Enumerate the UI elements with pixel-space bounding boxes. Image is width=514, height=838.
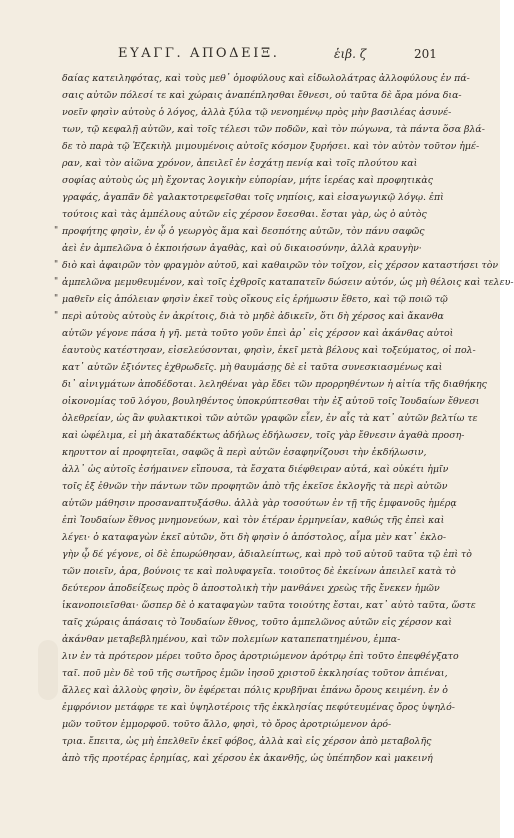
text-line [62,393,480,410]
line-text: τῶν ποιεῖν, ἀρα, βούνοις τε καὶ πολυφαγεῖα. τοιοῦτος δὲ ἐκείνων ἀπειλεῖ κατὰ τὸ [62,566,456,577]
text-line [62,716,434,733]
text-line [62,665,448,682]
line-text: μαθεῖν εἰς ἀπόλειαν φησὶν ἐκεῖ τοὺς οἴκους εἰς ἐρήμωσιν ἔθετο, καὶ τῷ ποιῶ τῷ [62,294,448,305]
text-line [62,563,456,580]
text-line [62,682,448,699]
text-line [62,750,434,767]
body-text [54,70,514,764]
text-line [62,495,457,512]
line-text: σαις αὐτῶν πόλεσί τε καὶ χώραις ἀναπέπλησθαι ἔθνεσι, οὐ ταῦτα δὲ ἄρα μόνα δια- [62,90,462,101]
quotation-mark: " [54,226,59,236]
text-line [62,376,487,393]
line-text: μῶν τοῦτον ἐμμορφοῦ. τοῦτο ἄλλο, φησὶ, τὸ ὄρος ἀροτριώμενον ἀρό- [62,719,392,730]
line-text: ταῖ. ποῦ μὲν δὲ τοῦ τῆς σωτῆρος ἐμῶν ἰησοῦ χριστοῦ ἐκκλησίας τοῦτον ἀπιέναι, [62,668,448,679]
line-text: ἐμφρόνιον μετάφρε τε καὶ ὑψηλοτέροις τῆς ἐκκλησίας πεφύτευμένας ὄρος ὑψηλό- [62,702,455,713]
text-line [62,138,480,155]
text-line [62,614,452,631]
paper-stain [38,640,58,700]
quotation-mark: " [54,277,59,287]
text-line [54,308,444,325]
line-text: γραφάς, ἀγαπᾶν δὲ γαλακτοτρεφεῖσθαι τοῖς νηπίοις, καὶ εἰσαγωγικῷ λόγῳ. ἐπὶ [62,192,444,203]
text-line [54,291,448,308]
line-text: ἄλλες καὶ ἀλλοὺς φησὶν, ὃν ἐφέρεται πόλις κρυβῆναι ἐπάνω ὄρους κειμένη. ἐν ὁ [62,685,448,696]
text-line [62,155,434,172]
text-line [62,70,470,87]
line-text: λέγει· ὁ καταφαγὼν ἐκεῖ αὐτῶν, ὅτι δὴ φησὶν ὁ ἀπόστολος, αἷμα μὲν κατ᾽ ἐκλο- [62,532,446,543]
running-head: ΕΥΑΓΓ. ΑΠΟΔΕΙΞ. [118,46,280,61]
text-line [62,427,465,444]
line-text: οἰκονομίας τοῦ λόγου, βουληθέντος ὑποκρύπτεσθαι τὴν ἐξ αὐτοῦ τοῖς Ἰουδαίων ἔθνεσι [62,396,480,407]
line-text: ταῖς χώραις ἁπάσαις τὸ Ἰουδαίων ἔθνος, τοῦτο ἀμπελῶνος αὐτῶν εἰς χέρσον καὶ [62,617,452,628]
text-line [62,478,448,495]
text-line [62,597,476,614]
quotation-mark: " [54,311,59,321]
line-text: τρια. ἔπειτα, ὡς μὴ ἐπελθεῖν ἐκεῖ φόβος, ἀλλὰ καὶ εἰς χέρσον ἀπὸ μεταβολῆς [62,736,432,747]
line-text: δαίας κατειληφότας, καὶ τοὺς μεθ᾽ ὁμοφύλους καὶ εἰδωλολάτρας ἀλλοφύλους ἐν πά- [62,73,470,84]
signature-mark: ἑιβ. ζ [334,47,367,61]
line-text: περὶ αὐτοὺς αὐτοὺς ἐν ἀκρίτοις, διὰ τὸ μηδὲ ἀδικεῖν, ὅτι δὴ χέρσος καὶ ἄκανθα [62,311,444,322]
line-text: κατ᾽ αὐτῶν ἐξιόντες ἐχθρωδεῖς. μὴ θαυμάσῃς δὲ εἰ ταῦτα συνεσκιασμένως καὶ [62,362,443,373]
line-text: κηρυττον αἱ προφητεῖαι, σαφῶς ἃ περὶ αὐτῶν ἐσαφηνίζουσι τὴν ἐκδήλωσιν, [62,447,427,458]
text-line [62,631,434,648]
text-line [62,325,454,342]
line-text: των, τῷ κεφαλῇ αὐτῶν, καὶ τοῖς τέλεσι τῶν ποδῶν, καὶ τὸν πώγωνα, τὰ πάντα ὅσα βλά- [62,124,485,135]
line-text: αὐτῶν μάθησιν προσαναπτυξάσθω. ἀλλὰ γὰρ τοσούτων ἐν τῇ τῆς ἐμφανοῦς ἡμέρᾳ [62,498,457,509]
text-line [54,257,499,274]
text-line [62,580,440,597]
line-text: γὴν ᾧ δέ γέγονε, οἱ δὲ ἐπωρώθησαν, ἀδιαλείπτως, καὶ πρὸ τοῦ αὐτοῦ ταῦτα τῷ ἐπὶ τὸ [62,549,472,560]
text-line [62,512,445,529]
line-text: ἐπὶ Ἰουδαίων ἔθνος μνημονεύων, καὶ τὸν ἑτέραν ἑρμηνείαν, καθώς τῆς ἐπεὶ καὶ [62,515,445,526]
text-line [62,87,462,104]
page-number: 201 [414,47,437,61]
line-text: ἀεὶ ἐν ἀμπελῶνα ὁ ἐκποιήσων ἀγαθὰς, καὶ οὐ δικαιοσύνην, ἀλλὰ κραυγὴν· [62,243,422,254]
line-text: λιν ἐν τὰ πρότερον μέρει τοῦτο ὄρος ἀροτριώμενον ἀρότρῳ ἐπὶ τοῦτο ἐπεφθέγξατο [62,651,459,662]
text-line [54,223,434,240]
line-text: ἱκανοποιεῖσθαι· ὥσπερ δὲ ὁ καταφαγὼν ταῦτα τοιούτης ἔσται, κατ᾽ αὐτὸ ταῦτα, ὥστε [62,600,476,611]
text-line [62,699,455,716]
text-line [62,410,478,427]
text-line [62,359,443,376]
text-line [54,274,514,291]
line-text: ἀμπελῶνα μεμυθευμένον, καὶ τοῖς ἐχθροῖς καταπατεῖν δώσειν αὐτόν, ὡς μὴ θέλοις καὶ τελευ- [62,277,514,288]
text-line [62,546,472,563]
line-text: ἀπὸ τῆς προτέρας ἐρημίας, καὶ χέρσου ἐκ ἀκανθῆς, ὡς ὑπέπηδον καὶ μακεινή [62,753,433,764]
text-line [62,461,449,478]
line-text: αὐτῶν γέγονε πάσα ἡ γῆ. μετὰ τοῦτο γοῦν ἐπεὶ ἀρ᾽ εἰς χέρσον καὶ ἀκάνθας αὐτοὶ [62,328,454,339]
page-header [0,46,500,64]
text-line [62,104,452,121]
quotation-mark: " [54,294,59,304]
line-text: δεύτερον ἀποδείξεως πρὸς ὃ ἀποστολικὴ τὴν μανθάνει χρεὼς τῆς ἔνεκεν ἡμῶν [62,583,440,594]
text-line [62,172,434,189]
text-line [62,121,485,138]
line-text: προφήτης φησὶν, ἐν ᾧ ὁ γεωργὸς ἅμα καὶ δεσπότης αὐτῶν, τὸν πάνυ σαφῶς [62,226,425,237]
text-line [62,206,434,223]
line-text: δε τὸ παρὰ τῷ Ἐζεκιὴλ μιμουμένοις αὐτοῖς κόσμον ξυρήσει. καὶ τὸν αὐτὸν τοῦτον ἡμέ- [62,141,480,152]
line-text: διὸ καὶ ἀφαιρῶν τὸν φραγμὸν αὐτοῦ, καὶ καθαιρῶν τὸν τοῖχον, εἰς χέρσον καταστήσει τὸν [62,260,499,271]
text-line [62,444,434,461]
text-line [62,189,444,206]
text-line [62,342,476,359]
text-line [62,240,434,257]
text-line [62,529,446,546]
line-text: νοεῖν φησὶν αὐτοὺς ὁ λόγος, ἀλλὰ ξύλα τῷ νενοημένῳ πρὸς μὴν βασιλέας ἀσυνέ- [62,107,452,118]
text-line [62,648,459,665]
line-text: ἑαυτοὺς κατέστησαν, εἰσελεύσονται, φησὶν, ἐκεῖ μετὰ βέλους καὶ τοξεύματος, οἱ πολ- [62,345,476,356]
text-line [62,733,434,750]
line-text: ἀλλ᾽ ὡς αὐτοῖς ἐσήμαινεν εἴπουσα, τὰ ἔσχατα διέφθειραν αὐτά, καὶ οὐκέτι ἡμῖν [62,464,449,475]
line-text: ἀκάνθαν μεταβεβλημένου, καὶ τῶν πολεμίων καταπεπατημένου, ἐμπα- [62,634,401,645]
line-text: τούτοις καὶ τὰς ἀμπέλους αὐτῶν εἰς χέρσον ἔσεσθαι. ἔσται γὰρ, ὡς ὁ αὐτὸς [62,209,427,220]
line-text: καὶ ὠφέλιμα, εἰ μὴ ἀκαταδέκτως ἀδήλως ἐδήλωσεν, τοῖς γὰρ ἔθνεσιν ἀγαθὰ προση- [62,430,465,441]
line-text: ὀλεθρείαν, ὡς ἂν φυλακτικοὶ τῶν αὐτῶν γραφῶν εἶεν, ἐν αἷς τὰ κατ᾽ αὐτῶν βελτίω τε [62,413,478,424]
line-text: σοφίας αὐτοὺς ὡς μὴ ἔχοντας λογικὴν εὐπορίαν, μήτε ἱερέας καὶ προφητικὰς [62,175,433,186]
line-text: τοῖς ἐξ ἐθνῶν τὴν πάντων τῶν προφητῶν ἀπὸ τῆς ἐκεῖσε ἐκλογῆς τὰ περὶ αὐτῶν [62,481,448,492]
quotation-mark: " [54,260,59,270]
line-text: ραν, καὶ τὸν αἰῶνα χρόνον, ἀπειλεῖ ἐν ἐσχάτῃ πενίᾳ καὶ τοῖς πλούτου καὶ [62,158,418,169]
line-text: δι᾽ αἰνιγμάτων ἀποδέδοται. λεληθέναι γὰρ ἔδει τῶν προρρηθέντων ἡ αἰτία τῆς διαθήκης [62,379,487,390]
